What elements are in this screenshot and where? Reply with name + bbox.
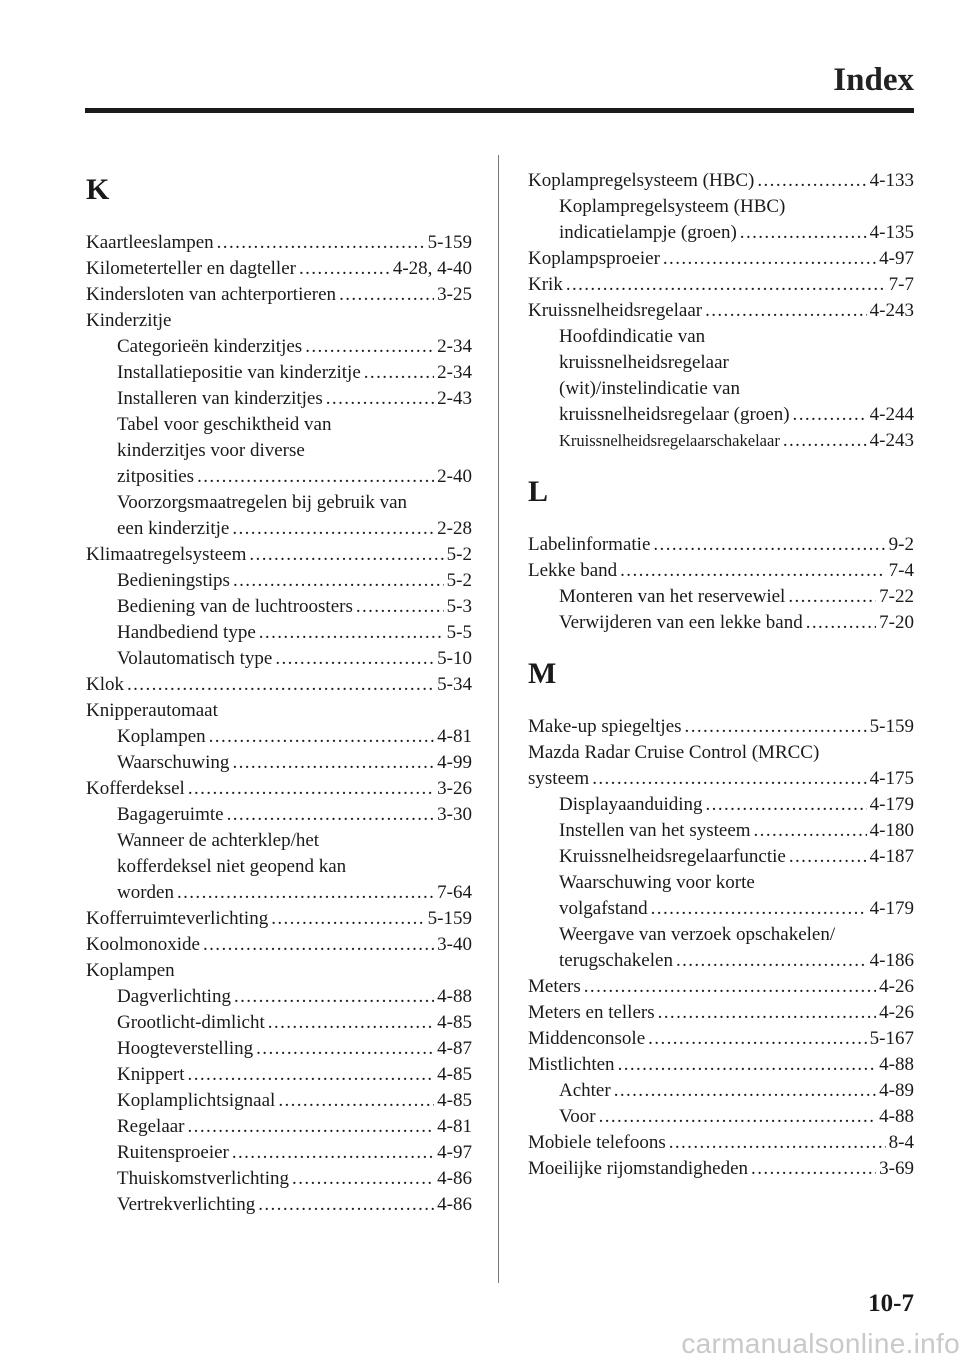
page-title: Index (833, 62, 914, 98)
entry-label: Waarschuwing voor korte (559, 872, 755, 893)
entry-label: Koplamplichtsignaal (117, 1090, 276, 1111)
entry-page-ref: 4-244 (869, 404, 914, 425)
index-entry (86, 698, 472, 724)
index-subentry (86, 880, 472, 906)
dot-leader (271, 906, 424, 932)
index-entry (86, 932, 472, 958)
index-subentry (86, 412, 472, 438)
entry-page-ref: 4-88 (879, 1054, 914, 1075)
dot-leader (127, 672, 434, 698)
dot-leader (233, 568, 444, 594)
entry-page-ref: 4-89 (879, 1080, 914, 1101)
index-subentry (528, 220, 914, 246)
dot-leader (209, 724, 435, 750)
dot-leader (592, 766, 866, 792)
index-subentry (528, 610, 914, 636)
entry-page-ref: 2-28 (437, 518, 472, 539)
dot-leader (217, 230, 425, 256)
index-subentry (528, 896, 914, 922)
dot-leader (793, 402, 867, 428)
index-entry (528, 974, 914, 1000)
entry-label: Mistlichten (528, 1054, 615, 1075)
entry-label: Kofferdeksel (86, 778, 185, 799)
dot-leader (259, 620, 444, 646)
index-column-right (528, 168, 914, 1182)
entry-page-ref: 5-159 (427, 232, 472, 253)
entry-label: Krik (528, 274, 563, 295)
section-gap (528, 636, 914, 648)
index-subentry (86, 1088, 472, 1114)
index-entry (528, 298, 914, 324)
index-subentry (528, 792, 914, 818)
entry-page-ref: 5-5 (446, 622, 472, 643)
entry-page-ref: 4-186 (869, 950, 914, 971)
entry-page-ref: 4-88 (437, 986, 472, 1007)
entry-page-ref: 4-243 (869, 300, 914, 321)
index-entry (528, 1130, 914, 1156)
index-entry (86, 542, 472, 568)
dot-leader (227, 802, 435, 828)
dot-leader (648, 1026, 867, 1052)
entry-label: Mazda Radar Cruise Control (MRCC) (528, 742, 820, 763)
entry-label: Verwijderen van een lekke band (559, 612, 803, 633)
dot-leader (256, 1036, 434, 1062)
index-subentry (528, 1104, 914, 1130)
entry-label: Bediening van de luchtroosters (117, 596, 353, 617)
entry-label: Kruissnelheidsregelaar (528, 300, 703, 321)
entry-label: Achter (559, 1080, 611, 1101)
entry-label: Kindersloten van achterportieren (86, 284, 337, 305)
index-entry (528, 1052, 914, 1078)
entry-page-ref: 7-20 (879, 612, 914, 633)
entry-page-ref: 3-26 (437, 778, 472, 799)
entry-label: Weergave van verzoek opschakelen/ (559, 924, 836, 945)
entry-page-ref: 4-180 (869, 820, 914, 841)
index-entry (528, 558, 914, 584)
entry-label: Thuiskomstverlichting (117, 1168, 290, 1189)
entry-label: kofferdeksel niet geopend kan (117, 856, 347, 877)
index-subentry (528, 194, 914, 220)
entry-page-ref: 8-4 (888, 1132, 914, 1153)
index-subentry (86, 464, 472, 490)
dot-leader (278, 1088, 434, 1114)
index-subentry (86, 724, 472, 750)
entry-page-ref: 4-81 (437, 726, 472, 747)
index-entry (528, 714, 914, 740)
index-subentry (86, 854, 472, 880)
entry-label: Koplampen (117, 726, 206, 747)
entry-page-ref: 4-99 (437, 752, 472, 773)
index-subentry (86, 568, 472, 594)
entry-label: Voor (559, 1106, 596, 1127)
index-subentry (528, 844, 914, 870)
entry-label: Koplampsproeier (528, 248, 660, 269)
entry-label: terugschakelen (559, 950, 673, 971)
index-entry (528, 246, 914, 272)
entry-label: Mobiele telefoons (528, 1132, 666, 1153)
dot-leader (669, 1130, 886, 1156)
dot-leader (339, 282, 434, 308)
dot-leader (653, 532, 885, 558)
index-subentry (528, 376, 914, 402)
dot-leader (706, 792, 867, 818)
dot-leader (620, 558, 886, 584)
entry-label: kruissnelheidsregelaar (559, 352, 729, 373)
entry-label: systeem (528, 768, 590, 789)
entry-page-ref: 5-167 (869, 1028, 914, 1049)
index-subentry (86, 1062, 472, 1088)
index-subentry (86, 802, 472, 828)
entry-page-ref: 4-179 (869, 898, 914, 919)
entry-label: kinderzitjes voor diverse (117, 440, 305, 461)
entry-label: Koplampregelsysteem (HBC) (559, 196, 786, 217)
header-rule (85, 108, 914, 113)
entry-page-ref: 3-25 (437, 284, 472, 305)
dot-leader (685, 714, 867, 740)
index-subentry (86, 594, 472, 620)
index-subentry (86, 360, 472, 386)
entry-page-ref: 7-7 (888, 274, 914, 295)
dot-leader (177, 880, 434, 906)
entry-label: Knipperautomaat (86, 700, 218, 721)
index-subentry (86, 516, 472, 542)
index-entry (528, 168, 914, 194)
entry-label: Kofferruimteverlichting (86, 908, 269, 929)
entry-label: Knippert (117, 1064, 185, 1085)
index-entry (528, 1000, 914, 1026)
index-subentry (528, 428, 914, 454)
entry-page-ref: 4-28, 4-40 (392, 258, 472, 279)
index-subentry (528, 1078, 914, 1104)
index-entry (528, 272, 914, 298)
entry-label: Middenconsole (528, 1028, 646, 1049)
index-entry (528, 532, 914, 558)
dot-leader (326, 386, 434, 412)
dot-leader (663, 246, 876, 272)
entry-page-ref: 7-22 (879, 586, 914, 607)
entry-page-ref: 4-85 (437, 1064, 472, 1085)
entry-label: Installatiepositie van kinderzitje (117, 362, 361, 383)
entry-page-ref: 3-69 (879, 1158, 914, 1179)
entry-label: Instellen van het systeem (559, 820, 751, 841)
entry-page-ref: 2-40 (437, 466, 472, 487)
entry-page-ref: 3-30 (437, 804, 472, 825)
index-subentry (86, 620, 472, 646)
index-entry (86, 230, 472, 256)
entry-label: Grootlicht-dimlicht (117, 1012, 265, 1033)
entry-label: Moeilijke rijomstandigheden (528, 1158, 749, 1179)
entry-label: Kilometerteller en dagteller (86, 258, 296, 279)
dot-leader (705, 298, 867, 324)
entry-label: Displayaanduiding (559, 794, 703, 815)
dot-leader (364, 360, 434, 386)
entry-page-ref: 7-4 (888, 560, 914, 581)
entry-label: Vertrekverlichting (117, 1194, 256, 1215)
index-entry (528, 740, 914, 766)
entry-page-ref: 2-34 (437, 336, 472, 357)
dot-leader (599, 1104, 877, 1130)
dot-leader (789, 844, 867, 870)
entry-label: Voorzorgsmaatregelen bij gebruik van (117, 492, 408, 513)
entry-page-ref: 5-2 (446, 544, 472, 565)
index-entry (86, 776, 472, 802)
dot-leader (305, 334, 434, 360)
dot-leader (232, 750, 434, 776)
dot-leader (788, 584, 876, 610)
entry-page-ref: 4-97 (437, 1142, 472, 1163)
entry-label: Klok (86, 674, 124, 695)
entry-page-ref: 5-159 (869, 716, 914, 737)
index-subentry (86, 1166, 472, 1192)
index-subentry (86, 1010, 472, 1036)
entry-label: Kruissnelheidsregelaarschakelaar (559, 431, 780, 450)
index-subentry (86, 490, 472, 516)
entry-page-ref: 7-64 (437, 882, 472, 903)
dot-leader (356, 594, 444, 620)
section-gap (528, 454, 914, 466)
dot-leader (249, 542, 443, 568)
entry-label: een kinderzitje (117, 518, 230, 539)
dot-leader (566, 272, 886, 298)
entry-label: kruissnelheidsregelaar (groen) (559, 404, 790, 425)
index-entry (86, 282, 472, 308)
entry-page-ref: 3-40 (437, 934, 472, 955)
index-subentry (528, 584, 914, 610)
dot-leader (757, 168, 866, 194)
entry-label: Regelaar (117, 1116, 185, 1137)
entry-label: Hoogteverstelling (117, 1038, 254, 1059)
dot-leader (232, 516, 434, 542)
entry-page-ref: 2-34 (437, 362, 472, 383)
dot-leader (299, 256, 390, 282)
index-entry (86, 958, 472, 984)
dot-leader (203, 932, 434, 958)
entry-label: Koplampen (86, 960, 175, 981)
dot-leader (806, 610, 876, 636)
entry-label: Lekke band (528, 560, 618, 581)
index-subentry (86, 1114, 472, 1140)
entry-page-ref: 4-86 (437, 1168, 472, 1189)
index-subentry (528, 948, 914, 974)
section-letter-l: L (528, 475, 549, 508)
entry-label: Koplampregelsysteem (HBC) (528, 170, 755, 191)
entry-label: Ruitensproeier (117, 1142, 229, 1163)
entry-label: Bedieningstips (117, 570, 230, 591)
dot-leader (188, 1114, 435, 1140)
section-letter-m: M (528, 657, 557, 690)
dot-leader (197, 464, 434, 490)
index-entry (86, 308, 472, 334)
entry-page-ref: 5-3 (446, 596, 472, 617)
entry-page-ref: 4-87 (437, 1038, 472, 1059)
entry-label: Installeren van kinderzitjes (117, 388, 323, 409)
entry-label: indicatielampje (groen) (559, 222, 737, 243)
entry-page-ref: 9-2 (888, 534, 914, 555)
entry-label: Make-up spiegeltjes (528, 716, 682, 737)
entry-label: Hoofdindicatie van (559, 326, 706, 347)
index-subentry (86, 984, 472, 1010)
index-subentry (86, 386, 472, 412)
dot-leader (658, 1000, 877, 1026)
index-subentry (528, 818, 914, 844)
entry-page-ref: 4-26 (879, 976, 914, 997)
entry-page-ref: 5-34 (437, 674, 472, 695)
entry-page-ref: 4-85 (437, 1012, 472, 1033)
dot-leader (614, 1078, 876, 1104)
entry-label: Dagverlichting (117, 986, 231, 1007)
entry-label: Wanneer de achterklep/het (117, 830, 320, 851)
entry-page-ref: 4-86 (437, 1194, 472, 1215)
dot-leader (268, 1010, 434, 1036)
entry-page-ref: 4-135 (869, 222, 914, 243)
entry-page-ref: 5-10 (437, 648, 472, 669)
entry-label: Monteren van het reservewiel (559, 586, 786, 607)
index-subentry (528, 922, 914, 948)
dot-leader (754, 818, 867, 844)
index-subentry (86, 750, 472, 776)
entry-page-ref: 5-2 (446, 570, 472, 591)
index-subentry (86, 828, 472, 854)
index-subentry (86, 1140, 472, 1166)
index-subentry (528, 870, 914, 896)
entry-label: Waarschuwing (117, 752, 230, 773)
index-entry (528, 1026, 914, 1052)
entry-page-ref: 4-97 (879, 248, 914, 269)
dot-leader (584, 974, 876, 1000)
entry-page-ref: 4-133 (869, 170, 914, 191)
entry-page-ref: 2-43 (437, 388, 472, 409)
index-subentry (86, 438, 472, 464)
page-number: 10-7 (868, 1290, 914, 1317)
index-column-left (86, 168, 472, 1218)
column-divider (498, 155, 499, 1283)
index-entry (86, 256, 472, 282)
entry-page-ref: 4-26 (879, 1002, 914, 1023)
dot-leader (234, 984, 434, 1010)
dot-leader (618, 1052, 877, 1078)
entry-label: zitposities (117, 466, 195, 487)
entry-page-ref: 4-85 (437, 1090, 472, 1111)
entry-label: Koolmonoxide (86, 934, 200, 955)
dot-leader (258, 1192, 434, 1218)
dot-leader (275, 646, 434, 672)
entry-label: Categorieën kinderzitjes (117, 336, 303, 357)
entry-label: volgafstand (559, 898, 648, 919)
index-subentry (86, 646, 472, 672)
index-entry (528, 1156, 914, 1182)
dot-leader (232, 1140, 434, 1166)
dot-leader (292, 1166, 434, 1192)
entry-label: Kinderzitje (86, 310, 172, 331)
entry-label: Meters (528, 976, 581, 997)
entry-label: Kaartleeslampen (86, 232, 214, 253)
index-entry (86, 906, 472, 932)
watermark: carmanualsonline.info (681, 1328, 960, 1359)
entry-page-ref: 5-159 (427, 908, 472, 929)
dot-leader (188, 776, 434, 802)
entry-label: Bagageruimte (117, 804, 224, 825)
entry-label: Klimaatregelsysteem (86, 544, 247, 565)
index-entry (86, 672, 472, 698)
dot-leader (740, 220, 867, 246)
entry-page-ref: 4-243 (869, 430, 914, 451)
index-subentry (528, 324, 914, 350)
index-subentry (86, 334, 472, 360)
entry-label: Handbediend type (117, 622, 256, 643)
section-letter-k: K (86, 173, 110, 206)
entry-page-ref: 4-187 (869, 846, 914, 867)
index-subentry (528, 402, 914, 428)
dot-leader (676, 948, 867, 974)
dot-leader (651, 896, 867, 922)
entry-page-ref: 4-88 (879, 1106, 914, 1127)
entry-label: Meters en tellers (528, 1002, 655, 1023)
index-entry (528, 766, 914, 792)
entry-label: Tabel voor geschiktheid van (117, 414, 332, 435)
index-subentry (86, 1192, 472, 1218)
entry-page-ref: 4-179 (869, 794, 914, 815)
dot-leader (751, 1156, 876, 1182)
entry-page-ref: 4-175 (869, 768, 914, 789)
entry-label: worden (117, 882, 174, 903)
entry-label: Kruissnelheidsregelaarfunctie (559, 846, 786, 867)
entry-label: (wit)/instelindicatie van (559, 378, 740, 399)
entry-label: Labelinformatie (528, 534, 651, 555)
index-subentry (528, 350, 914, 376)
index-subentry (86, 1036, 472, 1062)
entry-label: Volautomatisch type (117, 648, 273, 669)
dot-leader (188, 1062, 435, 1088)
entry-page-ref: 4-81 (437, 1116, 472, 1137)
dot-leader (783, 428, 867, 454)
